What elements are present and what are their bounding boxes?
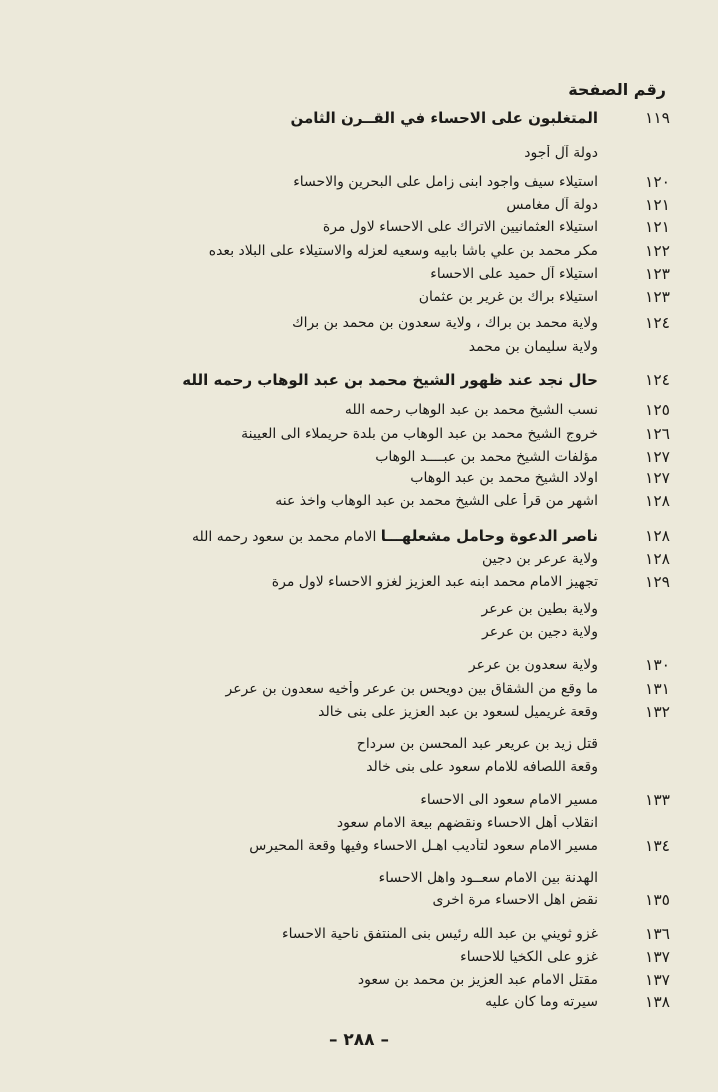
toc-entry-text: استيلاء العثمانيين الاتراك على الاحساء لاول مرة — [322, 219, 598, 235]
toc-entry-text: دولة آل أجود — [524, 145, 598, 161]
toc-entry-text: ولاية بطين بن عرعر — [481, 601, 598, 617]
toc-row — [90, 653, 670, 677]
toc-row — [90, 677, 670, 701]
toc-page-number: ١٣١ — [645, 680, 670, 698]
toc-entry-text: مكر محمد بن علي باشا بابيه وسعيه لعزله والاستيلاء على البلاد بعده — [208, 243, 598, 259]
toc-entry-text: وقعة اللصافه للامام سعود على بنى خالد — [366, 759, 598, 775]
toc-entry-text: خروج الشيخ محمد بن عبد الوهاب من بلدة حريملاء الى العيينة — [241, 426, 598, 442]
toc-row — [90, 834, 670, 858]
toc-page-number: ١١٩ — [645, 109, 670, 127]
page-number-footer: – ٢٨٨ – — [329, 1030, 389, 1050]
toc-entry-text: المتغلبون على الاحساء في القــرن الثامن — [290, 109, 598, 127]
toc-entry-text: غزو على الكخيا للاحساء — [460, 949, 598, 965]
toc-page-number: ١٣٨ — [645, 993, 670, 1011]
toc-entry-text: نقض اهل الاحساء مرة اخرى — [432, 892, 598, 908]
toc-entry-text: ناصر الدعوة وحامل مشعلهـــا الامام محمد بن سعود رحمه الله — [191, 527, 598, 545]
toc-row — [90, 570, 670, 594]
toc-page-number: ١٢٨ — [645, 527, 670, 545]
toc-row — [90, 262, 670, 286]
toc-page-number: ١٢٨ — [645, 550, 670, 568]
toc-row — [90, 922, 670, 946]
toc-page-number: ١٣٧ — [645, 948, 670, 966]
toc-row — [90, 866, 670, 890]
toc-entry-text: الهدنة بين الامام سعــود واهل الاحساء — [378, 870, 598, 886]
toc-row — [90, 193, 670, 217]
toc-page-number: ١٢١ — [645, 196, 670, 214]
page-number-column-header: رقم الصفحة — [568, 80, 666, 99]
toc-entry-text: وقعة غريميل لسعود بن عبد العزيز على بنى خالد — [318, 704, 598, 720]
toc-page-number: ١٣٣ — [645, 791, 670, 809]
toc-page-number: ١٣٤ — [645, 837, 670, 855]
toc-entry-text: اولاد الشيخ محمد بن عبد الوهاب — [410, 470, 598, 486]
toc-page-number: ١٢٩ — [645, 573, 670, 591]
toc-page-number: ١٢٧ — [645, 448, 670, 466]
toc-row — [90, 239, 670, 263]
toc-row — [90, 945, 670, 969]
toc-row — [90, 141, 670, 165]
toc-page-number: ١٣٢ — [645, 703, 670, 721]
toc-entry-text: ولاية سعدون بن عرعر — [468, 657, 598, 673]
toc-page-number: ١٣٥ — [645, 891, 670, 909]
toc-entry-text: حال نجد عند ظهور الشيخ محمد بن عبد الوهاب رحمه الله — [182, 371, 598, 389]
toc-row — [90, 489, 670, 513]
toc-entry-text: ما وقع من الشقاق بين دويحس بن عرعر وأخيه سعدون بن عرعر — [225, 681, 598, 697]
toc-row — [90, 811, 670, 835]
toc-row — [90, 398, 670, 422]
toc-page-number: ١٢٢ — [645, 242, 670, 260]
toc-entry-text: انقلاب أهل الاحساء ونقضهم بيعة الامام سعود — [336, 815, 598, 831]
toc-row — [90, 597, 670, 621]
toc-entry-text: مؤلفات الشيخ محمد بن عبــــد الوهاب — [375, 449, 598, 465]
toc-page-number: ١٢٤ — [645, 371, 670, 389]
toc-entry-text: مسير الامام سعود لتأديب اهـل الاحساء وفيها وقعة المحيرس — [249, 838, 598, 854]
toc-entry-text: نسب الشيخ محمد بن عبد الوهاب رحمه الله — [344, 402, 598, 418]
toc-row — [90, 547, 670, 571]
toc-page-number: ١٢٣ — [645, 288, 670, 306]
toc-row — [90, 524, 670, 548]
toc-entry-text: سيرته وما كان عليه — [485, 994, 598, 1010]
toc-entry-text: ولاية سليمان بن محمد — [468, 339, 598, 355]
toc-entry-text: استيلاء سيف واجود ابنى زامل على البحرين والاحساء — [293, 174, 598, 190]
toc-entry-text: ولاية دجين بن عرعر — [482, 624, 598, 640]
toc-page-number: ١٢٣ — [645, 265, 670, 283]
toc-page-number: ١٣٦ — [645, 925, 670, 943]
toc-page-number: ١٣٧ — [645, 971, 670, 989]
toc-page-number: ١٢٥ — [645, 401, 670, 419]
toc-row — [90, 620, 670, 644]
toc-row — [90, 968, 670, 992]
toc-row — [90, 311, 670, 335]
toc-row — [90, 215, 670, 239]
toc-entry-text: اشهر من قرأ على الشيخ محمد بن عبد الوهاب واخذ عنه — [275, 493, 598, 509]
toc-entry-text: تجهيز الامام محمد ابنه عبد العزيز لغزو الاحساء لاول مرة — [271, 574, 598, 590]
toc-entry-text: ولاية محمد بن براك ، ولاية سعدون بن محمد بن براك — [292, 315, 598, 331]
toc-page-number: ١٢٧ — [645, 469, 670, 487]
toc-row — [90, 368, 670, 392]
toc-page-number: ١٣٠ — [645, 656, 670, 674]
toc-entry-text: استيلاء آل حميد على الاحساء — [430, 266, 598, 282]
toc-row — [90, 170, 670, 194]
toc-row — [90, 285, 670, 309]
toc-entry-text: ولاية عرعر بن دجين — [482, 551, 598, 567]
toc-entry-text: مسير الامام سعود الى الاحساء — [420, 792, 598, 808]
toc-row — [90, 422, 670, 446]
toc-entry-text: دولة آل مغامس — [506, 197, 598, 213]
toc-entry-bold-text: ناصر الدعوة وحامل مشعلهـــا — [380, 527, 598, 545]
toc-row — [90, 888, 670, 912]
toc-page-number: ١٢٨ — [645, 492, 670, 510]
toc-entry-text: غزو ثويني بن عبد الله رئيس بنى المنتفق ناحية الاحساء — [282, 926, 598, 942]
toc-page-number: ١٢٠ — [645, 173, 670, 191]
toc-row — [90, 335, 670, 359]
toc-row — [90, 732, 670, 756]
toc-page-number: ١٢١ — [645, 218, 670, 236]
toc-page-number: ١٢٦ — [645, 425, 670, 443]
toc-row — [90, 788, 670, 812]
toc-row — [90, 106, 670, 130]
toc-entry-text: استيلاء براك بن غرير بن عثمان — [418, 289, 598, 305]
toc-entry-text: قتل زيد بن عريعر عبد المحسن بن سرداح — [356, 736, 598, 752]
toc-row — [90, 466, 670, 490]
toc-row — [90, 990, 670, 1014]
toc-row — [90, 755, 670, 779]
toc-page-number: ١٢٤ — [645, 314, 670, 332]
toc-row — [90, 700, 670, 724]
toc-entry-text: مقتل الامام عبد العزيز بن محمد بن سعود — [357, 972, 598, 988]
